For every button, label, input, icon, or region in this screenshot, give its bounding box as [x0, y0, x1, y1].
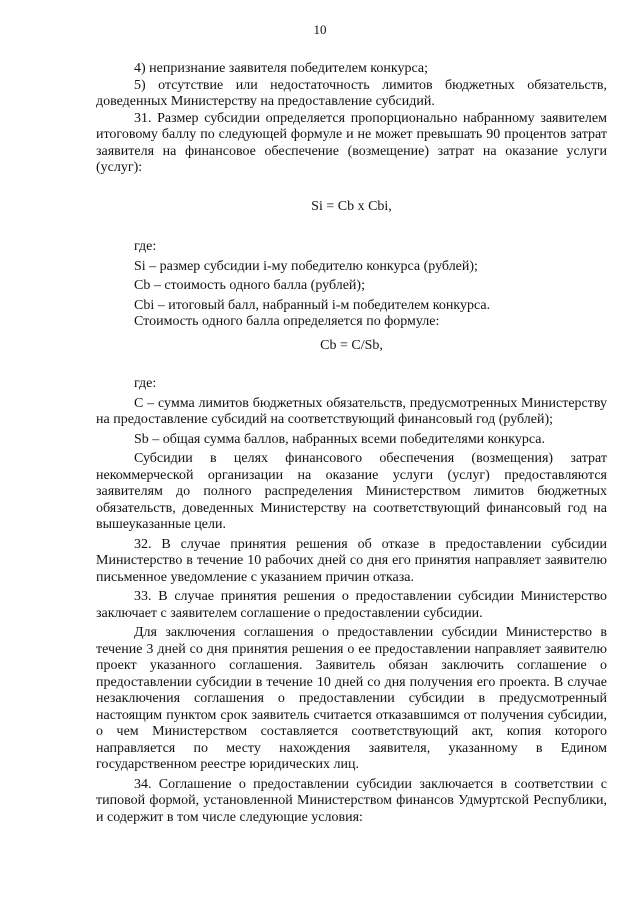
where-label-2: где: [134, 376, 157, 391]
list-item-5: 5) отсутствие или недостаточность лимитов бюджетных обязательств, доведенных Министерству на предоставление субсидий. [96, 77, 607, 109]
formula-subsidy: Si = Cb x Cbi, [311, 198, 392, 214]
paragraph-agreement: Для заключения соглашения о предоставлении субсидии Министерство в течение 3 дней со дня принятия решения о ее предоставлении направляет заявителю проект указанного соглашения. Заявитель обязан заключить соглашение о предоставлении субсидии в течение 10 дней со дня получения его проекта. В случае незаключения соглашения о предоставлении субсидии в предусмотренный настоящим пунктом срок заявитель считается отказавшимся от получения субсидии, о чем Министерством составляется соответствующий акт, копия которого направляется по месту нахождения заявителя, указанному в Едином государственном реестре юридических лиц. [96, 625, 607, 772]
definition-c: C – сумма лимитов бюджетных обязательств, предусмотренных Министерству на предоставление субсидий на соответствующий финансовый год (рублей); [96, 395, 607, 427]
definitions-1 [96, 259, 607, 315]
paragraph-subsidy-purpose: Субсидии в целях финансового обеспечения (возмещения) затрат некоммерческой организации на оказание услуги (услуг) предоставляются заявителям до полного распределения Министерством лимитов бюджетных обязательств, доведенных Министерству на соответствующий финансовый год на вышеуказанные цели. [96, 451, 607, 532]
page-number: 10 [313, 22, 327, 37]
document-body [96, 61, 607, 826]
list-item-4: 4) непризнание заявителя победителем конкурса; [134, 61, 428, 76]
clause-31: 31. Размер субсидии определяется пропорционально набранному заявителем итоговому баллу по следующей формуле и не может превышать 90 процентов затрат заявителя на финансовое обеспечение (возмещение) затрат на оказание услуги (услуг): [96, 110, 607, 175]
definition-cbi: Cbi – итоговый балл, набранный i-м победителем конкурса. [134, 297, 491, 313]
where-label-1: где: [134, 239, 157, 254]
formula-cost: Cb = C/Sb, [320, 337, 383, 353]
clause-33: 33. В случае принятия решения о предоставлении субсидии Министерство заключает с заявителем соглашение о предоставлении субсидии. [96, 589, 607, 621]
cost-intro: Стоимость одного балла определяется по формуле: [134, 314, 440, 329]
definition-sb: Sb – общая сумма баллов, набранных всеми победителями конкурса. [134, 431, 545, 447]
definition-si: Si – размер субсидии i-му победителю конкурса (рублей); [134, 258, 478, 274]
clause-34: 34. Соглашение о предоставлении субсидии заключается в соответствии с типовой формой, установленной Министерством финансов Удмуртской Республики, и содержит в том числе следующие условия: [96, 776, 607, 825]
clause-32: 32. В случае принятия решения об отказе в предоставлении субсидии Министерство в течение 10 рабочих дней со дня его принятия направляет заявителю письменное уведомление с указанием причин отказа. [96, 536, 607, 585]
definition-cb: Cb – стоимость одного балла (рублей); [134, 278, 365, 293]
